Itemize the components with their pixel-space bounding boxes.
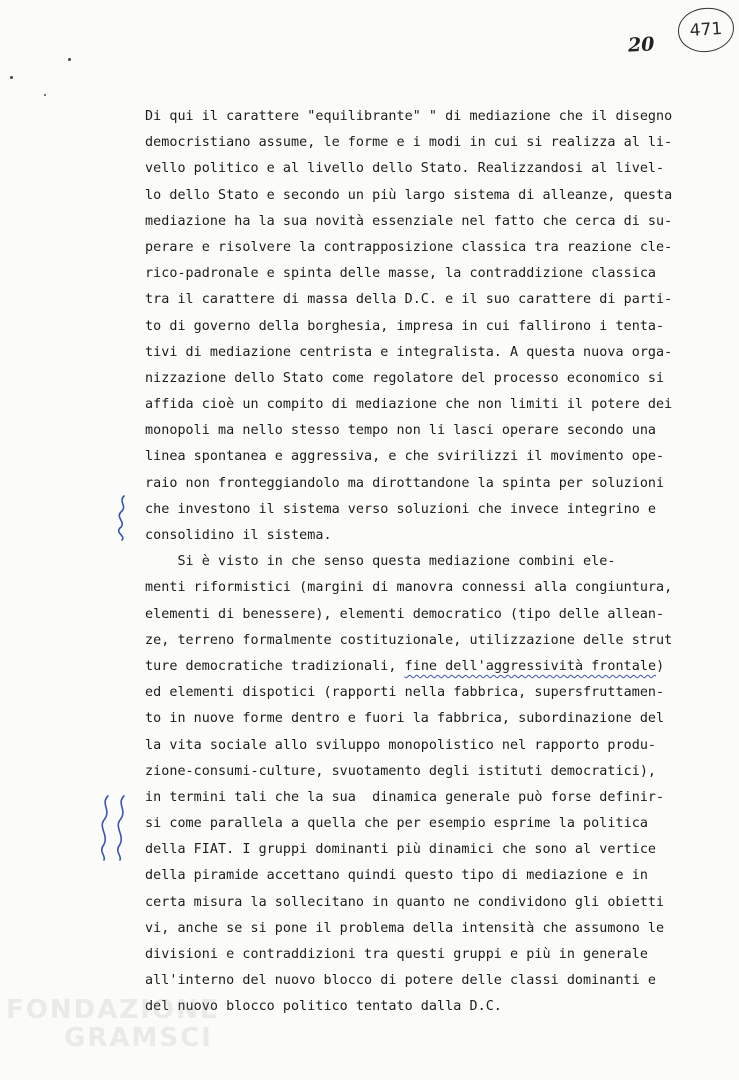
text-line: ed elementi dispotici (rapporti nella fabbrica, supersfruttamen-: [145, 685, 665, 701]
text-line: monopoli ma nello stesso tempo non li lasci operare secondo una: [145, 423, 657, 439]
archive-number-stamp: [677, 6, 736, 54]
text-line: vi, anche se si pone il problema della intensità che assumono le: [145, 920, 665, 936]
text-line: menti riformistici (margini di manovra connessi alla congiuntura,: [145, 580, 673, 596]
text-line-with-underline: [145, 654, 725, 680]
text-line: si come parallela a quella che per esempio esprime la politica: [145, 816, 648, 832]
text-line: tivi di mediazione centrista e integralista. A questa nuova orga-: [145, 344, 673, 360]
text-line: tra il carattere di massa della D.C. e il suo carattere di parti-: [145, 292, 673, 308]
text-line: affida cioè un compito di mediazione che non limiti il potere dei: [145, 397, 673, 413]
speck: [44, 94, 46, 96]
paragraph-2: [145, 549, 725, 1020]
text-line: ze, terreno formalmente costituzionale, utilizzazione delle strut: [145, 632, 673, 648]
handwritten-underline-phrase: fine dell'aggressività frontale: [404, 658, 657, 674]
archive-number: 471: [689, 18, 723, 42]
text-line: mediazione ha la sua novità essenziale nel fatto che cerca di su-: [145, 213, 673, 229]
text-segment: ): [656, 658, 665, 674]
text-line: in termini tali che la sua dinamica generale può forse definir-: [145, 789, 665, 805]
text-line: della FIAT. I gruppi dominanti più dinamici che sono al vertice: [145, 842, 657, 858]
watermark-line: GRAMSCI: [64, 1023, 213, 1053]
text-line: consolidino il sistema.: [145, 528, 332, 543]
speck: [68, 58, 71, 61]
text-line: Di qui il carattere "equilibrante" " di mediazione che il disegno: [145, 109, 673, 124]
speck: [10, 76, 13, 79]
text-line: zione-consumi-culture, svuotamento degli istituti democratici),: [145, 763, 657, 779]
text-line: nizzazione dello Stato come regolatore del processo economico si: [145, 370, 665, 386]
text-segment: ture democratiche tradizionali,: [145, 658, 405, 674]
text-line: rico-padronale e spinta delle masse, la contraddizione classica: [145, 266, 657, 282]
margin-squiggle-mark: [112, 494, 134, 542]
text-line: la vita sociale allo sviluppo monopolistico nel rapporto produ-: [145, 737, 657, 753]
body-text: [145, 104, 725, 1021]
text-line: democristiano assume, le forme e i modi in cui si realizza al li-: [145, 135, 673, 151]
paragraph-1: [145, 104, 725, 549]
text-line: vello politico e al livello dello Stato. Realizzandosi al livel-: [145, 161, 665, 177]
text-line: del nuovo blocco politico tentato dalla D.C.: [145, 999, 502, 1015]
text-line: to di governo della borghesia, impresa in cui fallirono i tenta-: [145, 318, 665, 334]
text-line: certa misura la sollecitano in quanto ne condividono gli obietti: [145, 894, 665, 910]
text-line: all'interno del nuovo blocco di potere delle classi dominanti e: [145, 973, 657, 989]
text-line: linea spontanea e aggressiva, e che svirilizzi il movimento ope-: [145, 449, 665, 465]
page-number: 20: [627, 33, 656, 57]
text-line: perare e risolvere la contrapposizione classica tra reazione cle-: [145, 239, 673, 255]
text-line: che investono il sistema verso soluzioni che invece integrino e: [145, 501, 657, 517]
watermark-line: FONDAZIONE: [6, 995, 220, 1025]
text-line: elementi di benessere), elementi democratico (tipo delle allean-: [145, 606, 665, 622]
foundation-watermark: [6, 996, 219, 1052]
text-line: Si è visto in che senso questa mediazione combini ele-: [145, 554, 616, 570]
text-line: divisioni e contraddizioni tra questi gruppi e più in generale: [145, 947, 648, 962]
text-line: della piramide accettano quindi questo tipo di mediazione e in: [145, 868, 648, 884]
margin-double-squiggle-mark: [96, 792, 136, 862]
text-line: to in nuove forme dentro e fuori la fabbrica, subordinazione del: [145, 711, 665, 727]
text-line: lo dello Stato e secondo un più largo sistema di alleanze, questa: [145, 187, 673, 203]
text-line: raio non fronteggiandolo ma dirottandone la spinta per soluzioni: [145, 475, 665, 491]
